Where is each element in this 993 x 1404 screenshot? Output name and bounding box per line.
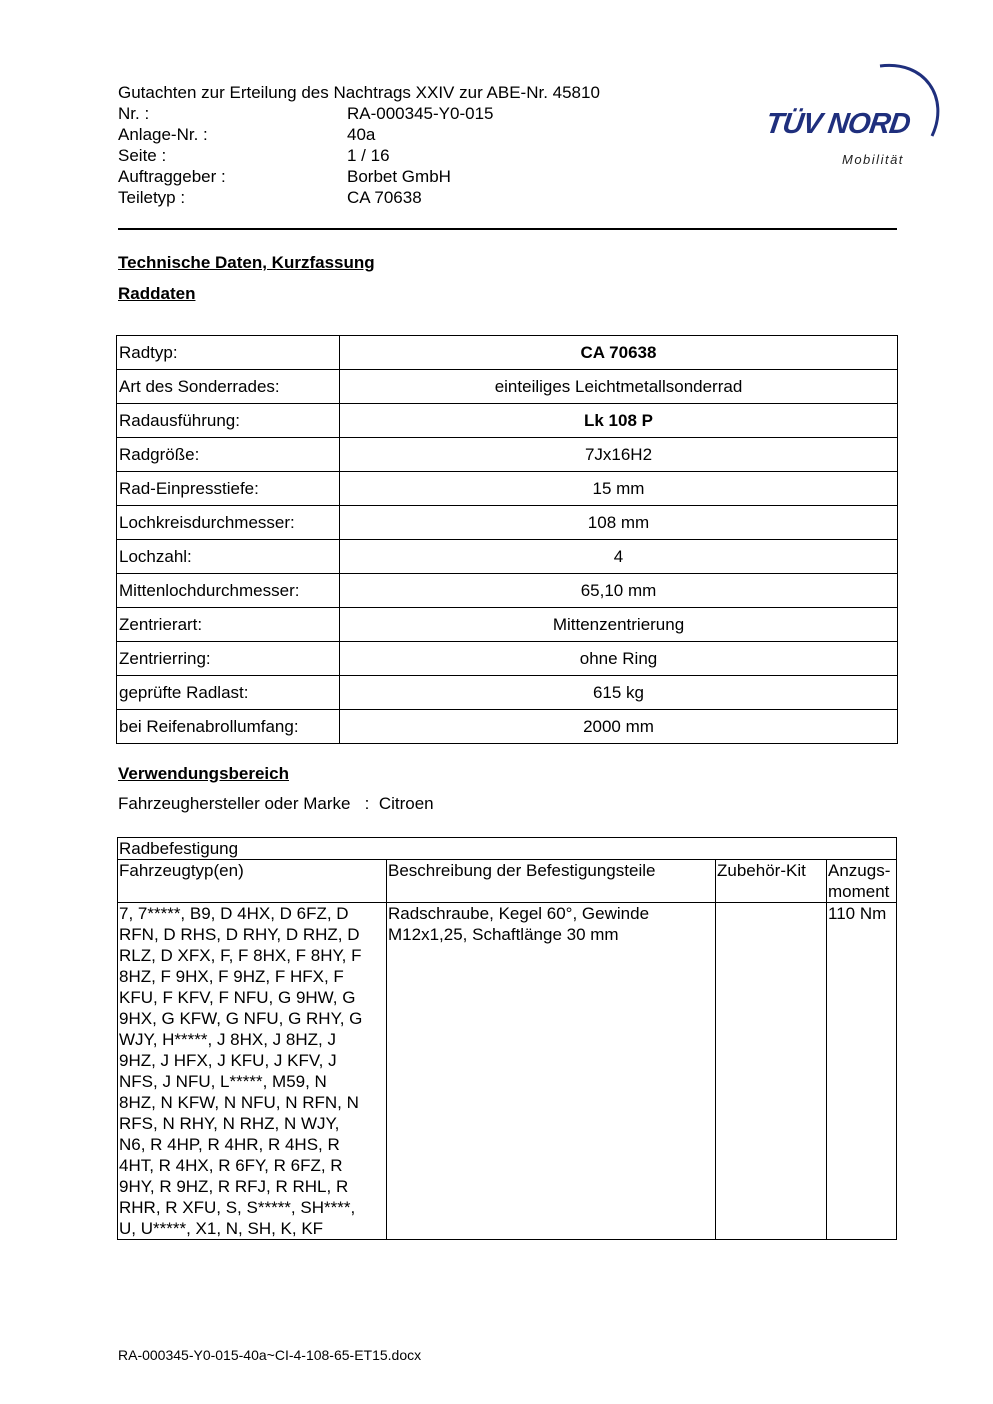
table-row	[117, 370, 898, 404]
header-row-nr	[118, 103, 600, 124]
cell-value: 65,10 mm	[340, 574, 898, 608]
type-line: 7, 7*****, B9, D 4HX, D 6FZ, D	[119, 904, 349, 923]
type-line: 4HT, R 4HX, R 6FY, R 6FZ, R	[119, 1156, 343, 1175]
type-line: U, U*****, X1, N, SH, K, KF	[119, 1219, 324, 1238]
cell-label: Rad-Einpresstiefe:	[117, 472, 340, 506]
maker-value: Citroen	[378, 794, 434, 813]
header-value: Borbet GmbH	[347, 167, 451, 186]
table-row	[117, 642, 898, 676]
header-description: Beschreibung der Befestigungsteile	[387, 860, 716, 903]
maker-label: Fahrzeughersteller oder Marke	[118, 794, 351, 813]
type-line: 8HZ, F 9HX, F 9HZ, F HFX, F	[119, 967, 344, 986]
cell-label: bei Reifenabrollumfang:	[117, 710, 340, 744]
header-value: 1 / 16	[347, 146, 390, 165]
type-line: RLZ, D XFX, F, F 8HX, F 8HY, F	[119, 946, 362, 965]
header-accessory-kit: Zubehör-Kit	[716, 860, 827, 903]
desc-line: Radschraube, Kegel 60°, Gewinde	[388, 904, 650, 923]
header-row-seite	[118, 145, 600, 166]
type-line: N6, R 4HP, R 4HR, R 4HS, R	[119, 1135, 340, 1154]
table-row	[117, 404, 898, 438]
section-heading-wheel: Raddaten	[118, 284, 196, 303]
cell-label: Art des Sonderrades:	[117, 370, 340, 404]
cell-label: Radgröße:	[117, 438, 340, 472]
cell-accessory-kit	[716, 903, 827, 1240]
table-row	[117, 676, 898, 710]
cell-value: Lk 108 P	[340, 404, 898, 438]
wheel-data-table	[116, 335, 898, 744]
cell-label: Zentrierring:	[117, 642, 340, 676]
cell-value: 108 mm	[340, 506, 898, 540]
header-row-anlage	[118, 124, 600, 145]
table-row	[117, 540, 898, 574]
header-row-teiletyp	[118, 187, 600, 208]
header-torque-line: moment	[828, 882, 890, 901]
maker-separator: :	[364, 794, 370, 813]
table-row	[118, 903, 897, 1240]
report-title: Gutachten zur Erteilung des Nachtrags XXIV zur ABE-Nr. 45810	[118, 83, 600, 102]
header-value: 40a	[347, 125, 376, 144]
header-label: Nr. :	[118, 104, 150, 123]
header-label: Seite :	[118, 146, 167, 165]
type-line: RFN, D RHS, D RHY, D RHZ, D	[119, 925, 360, 944]
section-heading-tech: Technische Daten, Kurzfassung	[118, 253, 375, 272]
fastening-table	[117, 837, 897, 1240]
cell-value: CA 70638	[340, 336, 898, 370]
cell-label: Zentrierart:	[117, 608, 340, 642]
footer-filename: RA-000345-Y0-015-40a~CI-4-108-65-ET15.docx	[118, 1347, 422, 1363]
cell-value: 4	[340, 540, 898, 574]
type-line: NFS, J NFU, L*****, M59, N	[119, 1072, 327, 1091]
type-line: 9HX, G KFW, G NFU, G RHY, G	[119, 1009, 363, 1028]
cell-label: Radtyp:	[117, 336, 340, 370]
table-row	[117, 574, 898, 608]
section-heading-usage: Verwendungsbereich	[118, 764, 289, 783]
cell-description	[387, 903, 716, 1240]
header-vehicle-types: Fahrzeugtyp(en)	[118, 860, 387, 903]
header-divider	[118, 228, 897, 230]
header-row-auftraggeber	[118, 166, 600, 187]
cell-value: ohne Ring	[340, 642, 898, 676]
cell-label: Lochkreisdurchmesser:	[117, 506, 340, 540]
logo-subtitle: Mobilität	[842, 152, 904, 167]
header-label: Teiletyp :	[118, 188, 186, 207]
table-row	[117, 438, 898, 472]
table-row	[117, 472, 898, 506]
type-line: KFU, F KFV, F NFU, G 9HW, G	[119, 988, 356, 1007]
cell-value: 615 kg	[340, 676, 898, 710]
table-row	[118, 838, 897, 860]
cell-value: 2000 mm	[340, 710, 898, 744]
table-row	[117, 336, 898, 370]
cell-label: geprüfte Radlast:	[117, 676, 340, 710]
logo-wordmark: TÜV NORD	[763, 108, 912, 140]
header-label: Auftraggeber :	[118, 167, 226, 186]
type-line: WJY, H*****, J 8HX, J 8HZ, J	[119, 1030, 336, 1049]
table-row	[117, 506, 898, 540]
tuv-nord-logo	[760, 58, 940, 178]
type-line: RFS, N RHY, N RHZ, N WJY,	[119, 1114, 340, 1133]
cell-vehicle-types	[118, 903, 387, 1240]
header-value: RA-000345-Y0-015	[347, 104, 494, 123]
type-line: RHR, R XFU, S, S*****, SH****,	[119, 1198, 356, 1217]
document-header	[118, 82, 600, 208]
desc-line: M12x1,25, Schaftlänge 30 mm	[388, 925, 619, 944]
header-label: Anlage-Nr. :	[118, 125, 208, 144]
header-torque	[827, 860, 897, 903]
cell-value: Mittenzentrierung	[340, 608, 898, 642]
type-line: 8HZ, N KFW, N NFU, N RFN, N	[119, 1093, 359, 1112]
vehicle-maker-line	[118, 794, 434, 814]
table-header-row	[118, 860, 897, 903]
cell-label: Mittenlochdurchmesser:	[117, 574, 340, 608]
cell-value: 7Jx16H2	[340, 438, 898, 472]
type-line: 9HZ, J HFX, J KFU, J KFV, J	[119, 1051, 337, 1070]
cell-label: Radausführung:	[117, 404, 340, 438]
cell-label: Lochzahl:	[117, 540, 340, 574]
header-torque-line: Anzugs-	[828, 861, 891, 880]
type-line: 9HY, R 9HZ, R RFJ, R RHL, R	[119, 1177, 349, 1196]
table-row	[117, 710, 898, 744]
cell-torque: 110 Nm	[827, 903, 897, 1240]
header-value: CA 70638	[347, 188, 422, 207]
cell-value: einteiliges Leichtmetallsonderrad	[340, 370, 898, 404]
fastening-title: Radbefestigung	[118, 838, 897, 860]
cell-value: 15 mm	[340, 472, 898, 506]
table-row	[117, 608, 898, 642]
